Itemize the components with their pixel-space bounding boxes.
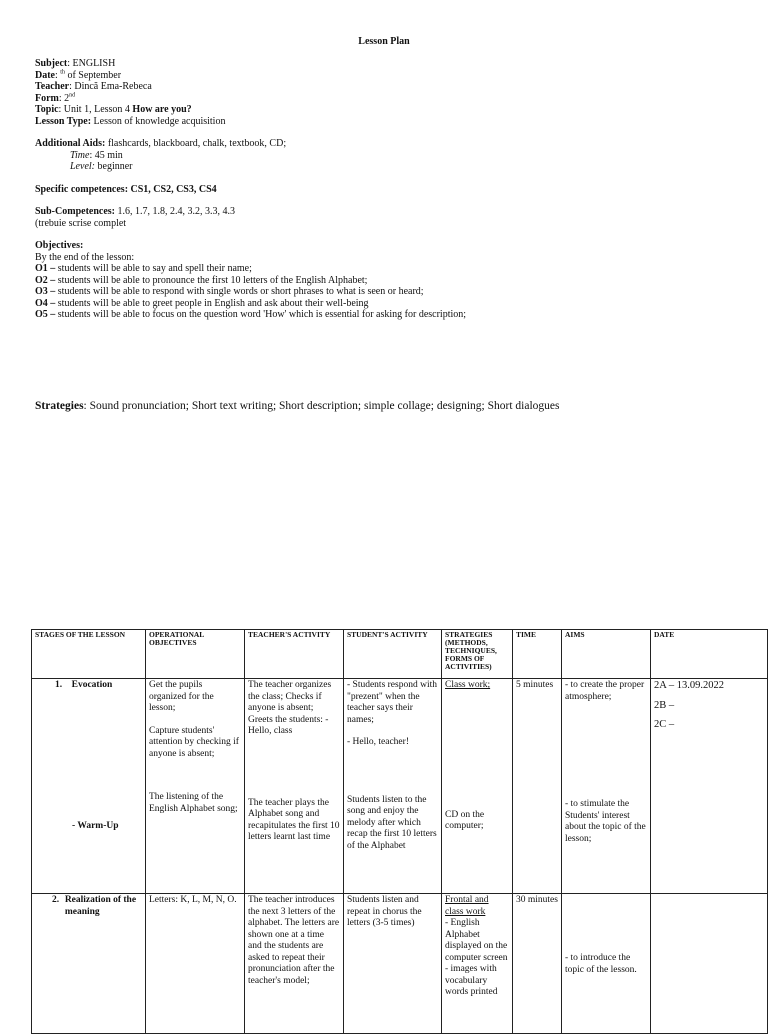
lesson-plan-table	[31, 629, 768, 1034]
stage-cell: 1. Evocation - Warm-Up	[32, 679, 146, 894]
strategies-cell: Frontal and class work - English Alphabet displayed on the computer screen - images with vocabulary words printed	[442, 894, 513, 1034]
objectives-intro: By the end of the lesson:	[35, 251, 135, 263]
header-cell: AIMS	[562, 630, 651, 679]
strategies-line: Strategies: Sound pronunciation; Short text writing; Short description; simple collage; designing; Short dialogues	[35, 400, 560, 412]
date-cell	[651, 894, 768, 1034]
page-title: Lesson Plan	[358, 36, 410, 47]
teacher-activity-cell: The teacher organizes the class; Checks if anyone is absent; Greets the students: -Hello, class The teacher plays the Alphabet song and recapitulates the first 10 letters learnt last time	[245, 679, 344, 894]
objectives-cell: Letters: K, L, M, N, O.	[146, 894, 245, 1034]
header-cell: TEACHER'S ACTIVITY	[245, 630, 344, 679]
level-row: Level: beginner	[70, 161, 133, 172]
objective-item: O3 – students will be able to respond with single words or short phrases to what is seen or heard;	[35, 286, 424, 297]
competences-row: Specific competences: CS1, CS2, CS3, CS4	[35, 183, 217, 195]
objectives-cell: Get the pupils organized for the lesson; Capture students' attention by checking if anyone is absent; The listening of the English Alphabet song;	[146, 679, 245, 894]
aims-cell: - to introduce the topic of the lesson.	[562, 894, 651, 1034]
objective-item: O1 – students will be able to say and spell their name;	[35, 263, 252, 274]
header-cell: STUDENT'S ACTIVITY	[344, 630, 442, 679]
form-row: Form: 2nd	[35, 92, 76, 104]
table-row	[32, 679, 768, 894]
objective-item: O4 – students will be able to greet people in English and ask about their well-being	[35, 297, 369, 309]
strategies-cell: Class work; CD on the computer;	[442, 679, 513, 894]
teacher-activity-cell: The teacher introduces the next 3 letters of the alphabet. The letters are shown one at a time and the students are asked to repeat their pronunciation after the teacher's model;	[245, 894, 344, 1034]
stage-cell: 2. Realization of the meaning	[32, 894, 146, 1034]
topic-row: Topic: Unit 1, Lesson 4 How are you?	[35, 104, 192, 115]
lesson-meta	[35, 58, 466, 321]
time-cell: 30 minutes	[513, 894, 562, 1034]
student-activity-cell: Students listen and repeat in chorus the letters (3-5 times)	[344, 894, 442, 1034]
subcompetences-note: (trebuie scrise complet	[35, 217, 127, 229]
student-activity-cell: - Students respond with "prezent" when the teacher says their names; - Hello, teacher! Students listen to the song and enjoy the melody after which recap the first 10 letters of the Alphabet	[344, 679, 442, 894]
date-cell: 2A – 13.09.2022 2B – 2C –	[651, 679, 768, 894]
time-row: Time: 45 min	[70, 149, 123, 161]
objectives-heading: Objectives:	[35, 240, 84, 251]
aids-row: Additional Aids: flashcards, blackboard, chalk, textbook, CD;	[35, 138, 287, 149]
header-cell: DATE	[651, 630, 768, 679]
objective-item: O5 – students will be able to focus on the question word 'How' which is essential for asking for description;	[35, 309, 467, 320]
lesson-type-row: Lesson Type: Lesson of knowledge acquisition	[35, 115, 226, 127]
subject-row: Subject: ENGLISH	[35, 58, 116, 69]
aims-cell: - to create the proper atmosphere; - to stimulate the Students' interest about the topic of the lesson;	[562, 679, 651, 894]
date-row: Date: $^{th}$ of September	[35, 69, 122, 81]
substage-label: - Warm-Up	[72, 821, 119, 831]
table-row	[32, 894, 768, 1034]
objective-item: O2 – students will be able to pronounce the first 10 letters of the English Alphabet;	[35, 274, 368, 286]
subcompetences-row: Sub-Competences: 1.6, 1.7, 1.8, 2.4, 3.2, 3.3, 4.3	[35, 206, 235, 217]
table-header-row	[32, 630, 768, 679]
header-cell: STRATEGIES (METHODS, TECHNIQUES, FORMS OF ACTIVITIES)	[442, 630, 513, 679]
header-cell: STAGES OF THE LESSON	[32, 630, 146, 679]
teacher-row: Teacher: Dincă Ema-Rebeca	[35, 81, 152, 92]
header-cell: TIME	[513, 630, 562, 679]
time-cell: 5 minutes	[513, 679, 562, 894]
header-cell: OPERATIONAL OBJECTIVES	[146, 630, 245, 679]
